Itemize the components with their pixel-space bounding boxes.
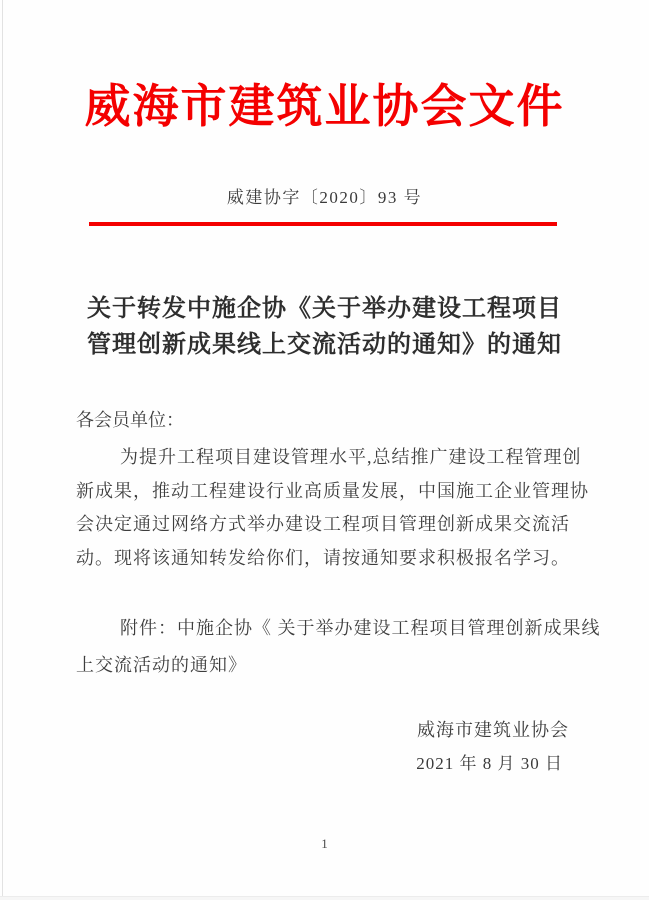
attachment-note [76, 610, 601, 684]
document-header-org-title: 威海市建筑业协会文件 [84, 81, 565, 132]
body-paragraph [76, 441, 589, 575]
notice-title-line-2: 管理创新成果线上交流活动的通知》的通知 [87, 332, 562, 358]
body-paragraph-line-2: 新成果，推动工程建设行业高质量发展，中国施工企业管理协 [76, 480, 589, 501]
signature-date: 2021 年 8 月 30 日 [416, 754, 563, 773]
page-bottom-edge-line [0, 896, 649, 900]
attachment-line-1: 附件：中施企协《 关于举办建设工程项目管理创新成果线 [120, 618, 601, 638]
page-left-edge-line [2, 0, 3, 900]
header-red-divider-line [89, 222, 557, 226]
notice-title [0, 291, 649, 363]
notice-title-line-1: 关于转发中施企协《关于举办建设工程项目 [87, 296, 562, 322]
page-number: 1 [321, 836, 328, 851]
salutation: 各会员单位： [76, 410, 184, 430]
attachment-line-2: 上交流活动的通知》 [76, 655, 247, 675]
body-paragraph-line-1: 为提升工程项目建设管理水平,总结推广建设工程管理创 [120, 447, 582, 467]
signature-organization: 威海市建筑业协会 [417, 720, 569, 740]
body-paragraph-line-4: 动。现将该通知转发给你们，请按通知要求积极报名学习。 [76, 547, 570, 568]
document-reference-number: 威建协字〔2020〕93 号 [226, 188, 423, 207]
body-paragraph-line-3: 会决定通过网络方式举办建设工程项目管理创新成果交流活 [76, 514, 570, 534]
